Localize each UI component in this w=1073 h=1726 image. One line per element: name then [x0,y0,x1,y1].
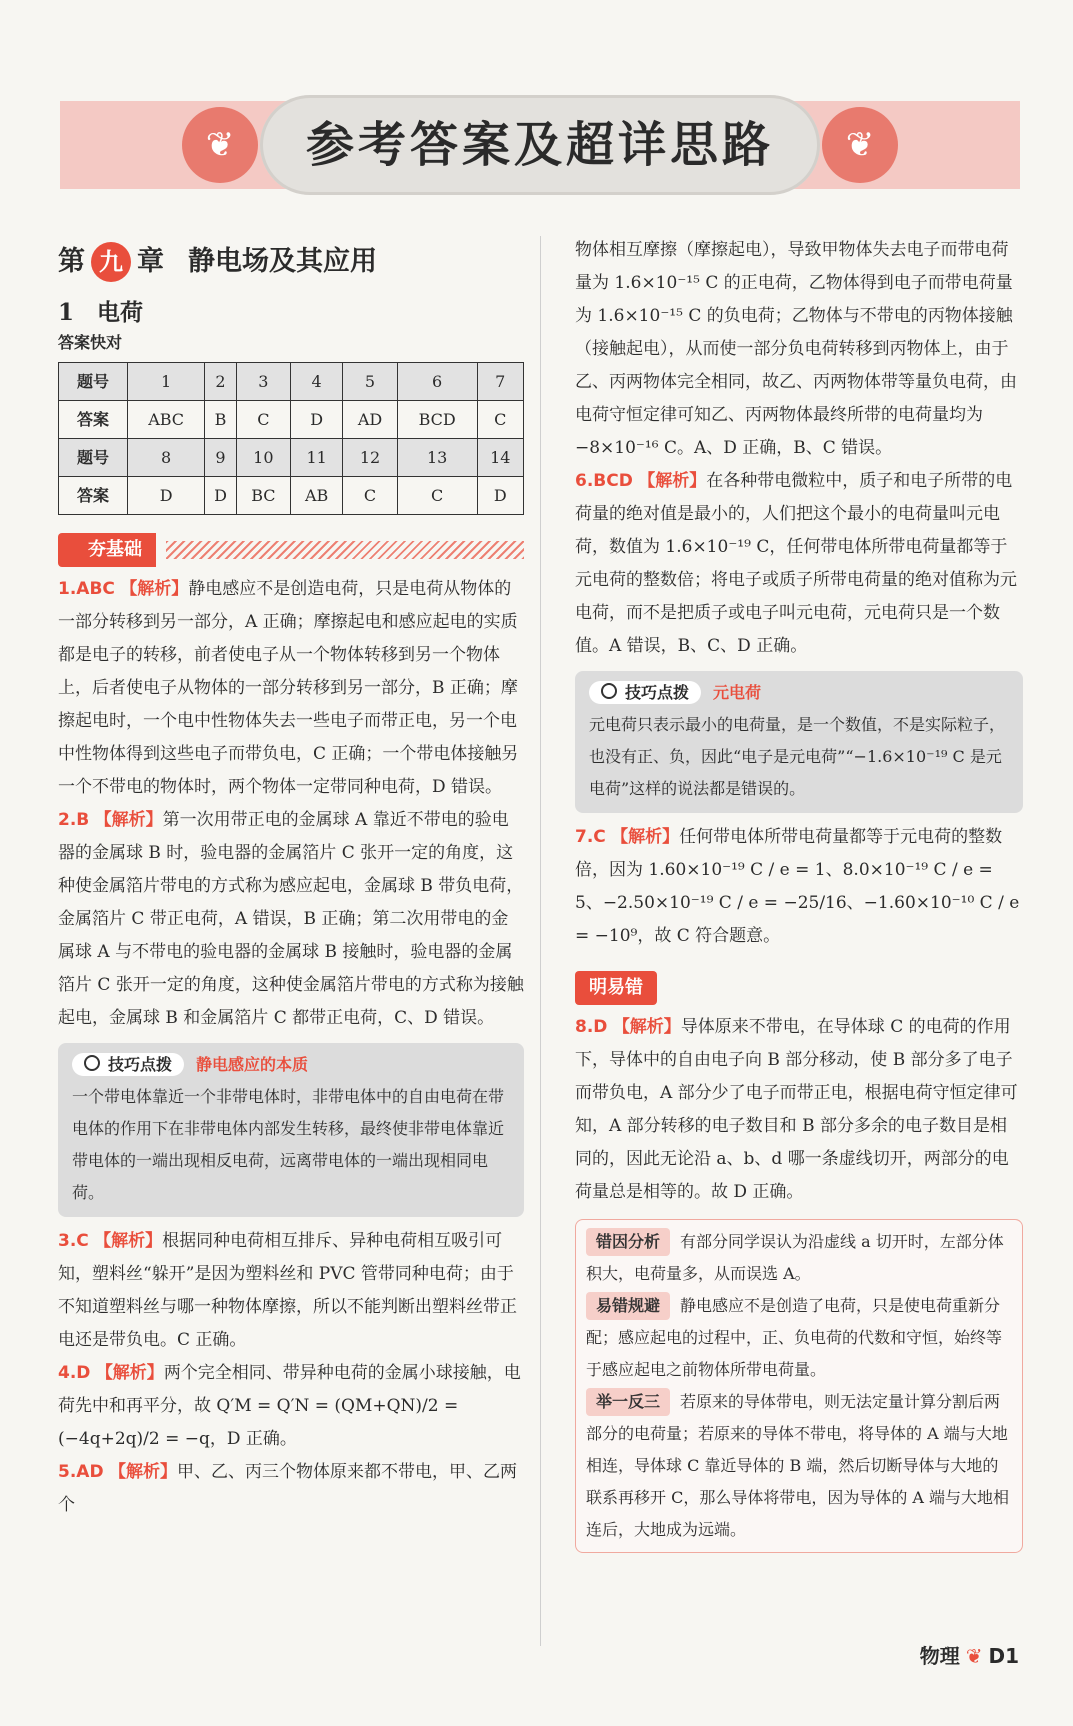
error-avoid-text: 静电感应不是创造了电荷，只是使电荷重新分配；感应起电的过程中，正、负电荷的代数和守恒，始终等于感应起电之前物体所带电荷量。 [586,1296,1003,1379]
question-number: 7.C [575,827,606,847]
table-cell: 5 [343,363,397,401]
table-cell: 7 [477,363,523,401]
table-cell: D [290,401,342,439]
errors-bar [575,971,1023,1005]
table-cell: 11 [290,439,342,477]
page-number: D1 [988,1644,1019,1668]
analysis-text: 甲、乙、丙三个物体原来都不带电，甲、乙两个 [58,1462,517,1515]
sprout-icon: ❦ [182,107,258,183]
error-cause-label: 错因分析 [586,1228,670,1256]
chapter-title: 静电场及其应用 [188,246,377,277]
table-cell: AD [343,401,397,439]
tip-label: 技巧点拨 [625,683,690,702]
question-number: 5.AD [58,1462,104,1482]
error-extend-text: 若原来的导体带电，则无法定量计算分割后两部分的电荷量；若原来的导体不带电，将导体的 A 端与大地相连，导体球 C 靠近导体的 B 端，然后切断导体与大地的联系再移开 C，那么导体将带电，因为导体的 A 端与大地相连后，大地成为远端。 [586,1392,1010,1539]
answer-q3 [58,1225,524,1357]
error-avoid [586,1290,1012,1386]
table-cell: 12 [343,439,397,477]
analysis-label: 【解析】 [612,1017,681,1037]
table-cell: BC [236,477,290,515]
error-extend [586,1386,1012,1546]
table-cell: ABC [128,401,205,439]
answer-q1 [58,573,524,804]
question-number: 4.D [58,1363,91,1383]
bar-hatch [166,541,524,559]
table-cell: 8 [128,439,205,477]
table-row [59,401,524,439]
error-avoid-label: 易错规避 [586,1292,670,1320]
tip-text: 一个带电体靠近一个非带电体时，非带电体中的自由电荷在带电体的作用下在非带电体内部发生转移，最终使非带电体靠近带电体的一端出现相反电荷，远离带电体的一端出现相同电荷。 [72,1087,505,1202]
error-cause [586,1226,1012,1290]
table-cell: BCD [397,401,477,439]
target-icon [601,683,617,699]
page-footer [920,1640,1019,1669]
table-row [59,439,524,477]
analysis-text: 任何带电体所带电荷量都等于元电荷的整数倍，因为 1.60×10⁻¹⁹ C / e = 1、8.0×10⁻¹⁹ C / e = 5、−2.50×10⁻¹⁹ C / e = −25/16、−1.60×10⁻¹⁰ C / e = −10⁹，故 C 符合题意。 [575,827,1020,946]
tip-box [58,1043,524,1217]
error-cause-text: 有部分同学误认为沿虚线 a 切开时，左部分体积大，电荷量多，从而误选 A。 [586,1232,1004,1283]
question-number: 8.D [575,1017,608,1037]
answer-table [58,362,524,515]
table-row [59,363,524,401]
chapter-prefix: 第 [58,246,85,277]
question-number: 1.ABC [58,579,115,599]
tip-title: 元电荷 [713,683,762,702]
question-number: 6.BCD [575,471,633,491]
chapter-number: 九 [91,242,131,282]
analysis-label: 【解析】 [94,1231,163,1251]
question-number: 3.C [58,1231,89,1251]
answer-q7 [575,821,1023,953]
analysis-text: 静电感应不是创造电荷，只是电荷从物体的一部分转移到另一部分，A 正确；摩擦起电和感应起电的实质都是电子的转移，前者使电子从一个物体转移到另一个物体上，后者使电子从物体的一部分转移到另一部分，B 正确；摩擦起电时，一个电中性物体失去一些电子而带正电，另一个电中性物体得到这些电子而带负电，C 正确；一个带电体接触另一个不带电的物体时，两个物体一定带同种电荷，D 错误。 [58,579,519,797]
table-row [59,477,524,515]
answer-q5-continued: 物体相互摩擦（摩擦起电），导致甲物体失去电子而带电荷量为 1.6×10⁻¹⁵ C 的正电荷，乙物体得到电子而带电荷量为 1.6×10⁻¹⁵ C 的负电荷；乙物体与不带电的丙物体接触（接触起电），从而使一部分负电荷转移到丙物体上，由于乙、丙两物体完全相同，故乙、丙两物体带等量负电荷，由电荷守恒定律可知乙、丙两物体最终所带的电荷量均为 −8×10⁻¹⁶ C。A、D 正确，B、C 错误。 [575,240,1017,458]
basics-label: 夯基础 [58,533,156,567]
answer-q5 [58,1456,524,1522]
tip-box [575,671,1023,813]
chapter-suffix: 章 [137,246,164,277]
analysis-label: 【解析】 [611,827,680,847]
analysis-text: 根据同种电荷相互排斥、异种电荷相互吸引可知，塑料丝“躲开”是因为塑料丝和 PVC 管带同种电荷；由于不知道塑料丝与哪一种物体摩擦，所以不能判断出塑料丝带正电还是带负电。C 正确。 [58,1231,517,1350]
analysis-text: 两个完全相同、带异种电荷的金属小球接触，电荷先中和再平分，故 Q′M = Q′N = (QM+QN)/2 = (−4q+2q)/2 = −q，D 正确。 [58,1363,521,1449]
tip-text: 元电荷只表示最小的电荷量，是一个数值，不是实际粒子，也没有正、负，因此“电子是元电荷”“−1.6×10⁻¹⁹ C 是元电荷”这样的说法都是错误的。 [589,715,1006,798]
table-cell: 题号 [59,363,128,401]
table-cell: 1 [128,363,205,401]
column-divider [540,236,541,1646]
table-cell: D [205,477,236,515]
analysis-label: 【解析】 [108,1462,177,1482]
table-cell: 答案 [59,477,128,515]
table-cell: 题号 [59,439,128,477]
table-cell: C [397,477,477,515]
analysis-text: 导体原来不带电，在导体球 C 的电荷的作用下，导体中的自由电子向 B 部分移动，使 B 部分多了电子而带负电，A 部分少了电子而带正电，根据电荷守恒定律可知，A 部分转移的电子数目和 B 部分多余的电子数目是相同的，因此无论沿 a、b、d 哪一条虚线切开，两部分的电荷量总是相等的。故 D 正确。 [575,1017,1018,1202]
table-cell: 10 [236,439,290,477]
analysis-label: 【解析】 [638,471,707,491]
table-cell: 2 [205,363,236,401]
answer-q6 [575,465,1023,663]
analysis-label: 【解析】 [95,1363,164,1383]
table-cell: 4 [290,363,342,401]
analysis-label: 【解析】 [120,579,189,599]
sprout-icon: ❦ [822,107,898,183]
title-banner [60,95,1020,195]
table-cell: 6 [397,363,477,401]
section-subtitle: 答案快对 [58,333,123,352]
tip-header [589,677,1011,709]
chapter-heading [58,240,524,284]
table-cell: C [236,401,290,439]
error-analysis-box [575,1219,1023,1553]
analysis-label: 【解析】 [94,810,163,830]
table-cell: C [343,477,397,515]
table-cell: D [128,477,205,515]
table-cell: D [477,477,523,515]
answer-q8 [575,1011,1023,1209]
table-cell: 14 [477,439,523,477]
tip-header [72,1049,512,1081]
analysis-text: 在各种带电微粒中，质子和电子所带的电荷量的绝对值是最小的，人们把这个最小的电荷量叫元电荷，数值为 1.6×10⁻¹⁹ C，任何带电体所带电荷量都等于元电荷的整数倍；将电子或质子所带电荷量的绝对值称为元电荷，而不是把质子或电子叫元电荷，元电荷只是一个数值。A 错误，B、C、D 正确。 [575,471,1017,656]
question-number: 2.B [58,810,90,830]
table-cell: 13 [397,439,477,477]
analysis-text: 第一次用带正电的金属球 A 靠近不带电的验电器的金属球 B 时，验电器的金属箔片 C 张开一定的角度，这种使金属箔片带电的方式称为感应起电，金属球 B 带负电荷，金属箔片 C 带正电荷，A 错误，B 正确；第二次用带电的金属球 A 与不带电的验电器的金属球 B 接触时，验电器的金属箔片 C 张开一定的角度，这种使金属箔片带电的方式称为接触起电，金属球 B 和金属箔片 C 都带正电荷，C、D 错误。 [58,810,524,1028]
error-extend-label: 举一反三 [586,1388,670,1416]
leaf-icon: ❦ [965,1644,983,1668]
subject-label: 物理 [919,1644,960,1668]
basics-bar [58,533,524,567]
table-cell: 答案 [59,401,128,439]
errors-label: 明易错 [575,971,657,1005]
table-cell: B [205,401,236,439]
table-cell: C [477,401,523,439]
table-cell: 3 [236,363,290,401]
right-column [575,234,1023,1553]
table-cell: AB [290,477,342,515]
table-cell: 9 [205,439,236,477]
left-column [58,240,524,1522]
answer-q2 [58,804,524,1035]
section-title: 1 电荷 [58,299,144,326]
tip-title: 静电感应的本质 [196,1055,309,1074]
target-icon [84,1055,100,1071]
answer-q4 [58,1357,524,1456]
page-title: 参考答案及超详思路 [305,117,774,173]
tip-label: 技巧点拨 [108,1055,173,1074]
